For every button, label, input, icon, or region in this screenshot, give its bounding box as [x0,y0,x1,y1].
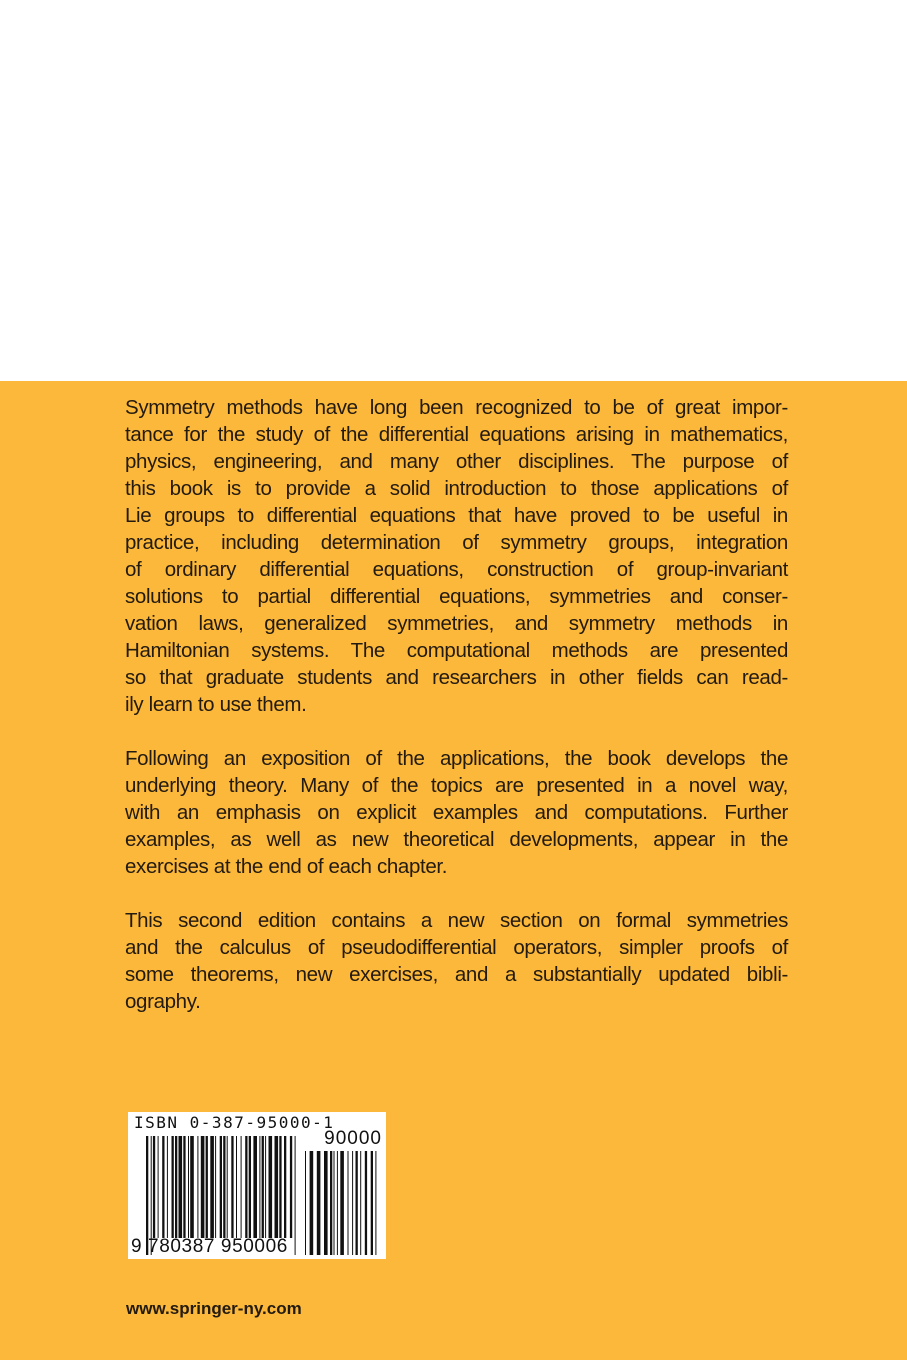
barcode-bar [210,1136,214,1238]
barcode-bar [334,1151,335,1255]
barcode-bar [175,1136,177,1238]
barcode-bar [162,1136,164,1238]
barcode-bar [245,1136,247,1238]
barcode-bar [269,1136,273,1238]
barcode-bar [371,1151,373,1255]
text-line: Following an exposition of the applications, the book develops the [125,747,788,770]
barcode-bar [348,1151,349,1255]
barcode-bar [330,1151,332,1255]
barcode-bar [253,1136,257,1238]
barcode-bar [241,1136,242,1238]
text-line: practice, including determination of symmetry groups, integration [125,531,788,554]
barcode-bar [249,1136,251,1238]
text-line: This second edition contains a new section on formal symmetries [125,909,788,932]
barcode-bar [183,1136,185,1238]
publisher-website[interactable]: www.springer-ny.com [126,1299,302,1318]
barcode-bar [167,1136,168,1238]
paragraph [125,907,788,1015]
price-addon-number: 90000 [324,1128,382,1149]
barcode-bar [188,1136,189,1238]
ean-number: 9 780387 950006 [131,1236,288,1257]
barcode-bar [365,1151,367,1255]
text-line: exercises at the end of each chapter. [125,855,448,878]
paragraph [125,394,788,718]
barcode-bar [290,1136,292,1238]
barcode-bar [279,1136,281,1238]
paragraph [125,745,788,880]
barcode-bar [201,1136,205,1238]
barcode-bar [375,1151,376,1255]
text-line: Symmetry methods have long been recognized to be of great impor- [125,396,788,419]
barcode-bar [236,1136,237,1238]
barcode-bar [227,1136,228,1238]
barcode-bar [262,1136,264,1238]
barcode-bar [337,1151,338,1255]
barcode-bar [284,1136,286,1238]
text-line: ography. [125,990,201,1013]
barcode-bar [220,1136,222,1238]
barcode-bar [190,1136,194,1238]
text-line: this book is to provide a solid introduction to those applications of [125,477,788,500]
barcode-bar [172,1136,174,1238]
barcode-bar [310,1151,314,1255]
barcode-bar [352,1151,353,1255]
barcode-bar [223,1136,225,1238]
barcode-bar [356,1151,358,1255]
barcode-bar [231,1136,233,1238]
barcode-bar [197,1136,198,1238]
text-line: solutions to partial differential equations, symmetries and conser- [125,585,788,608]
barcode-bar [324,1151,328,1255]
barcode-bar [265,1136,266,1238]
text-line: ily learn to use them. [125,693,307,716]
text-line: Lie groups to differential equations that have proved to be useful in [125,504,788,527]
isbn-barcode [128,1112,386,1259]
text-line: vation laws, generalized symmetries, and symmetry methods in [125,612,788,635]
text-line: some theorems, new exercises, and a substantially updated bibli- [125,963,788,986]
barcode-bar [275,1136,279,1238]
text-line: Hamiltonian systems. The computational methods are presented [125,639,788,662]
barcode-bar [158,1136,159,1238]
barcode-bar [340,1151,344,1255]
text-line: so that graduate students and researchers in other fields can read- [125,666,788,689]
barcode-bar [179,1136,183,1238]
text-line: with an emphasis on explicit examples and computations. Further [125,801,788,824]
book-description [125,394,788,1042]
barcode-bar [206,1136,208,1238]
barcode-bar [317,1151,321,1255]
barcode-bar [259,1136,260,1238]
isbn-label: ISBN 0-387-95000-1 [134,1113,335,1132]
back-cover-panel [0,381,907,1360]
text-line: and the calculus of pseudodifferential operators, simpler proofs of [125,936,788,959]
barcode-bar [295,1136,296,1255]
barcode-bar [215,1136,216,1238]
text-line: examples, as well as new theoretical developments, appear in the [125,828,788,851]
barcode-bar [360,1151,361,1255]
text-line: of ordinary differential equations, construction of group-invariant [125,558,788,581]
text-line: tance for the study of the differential equations arising in mathematics, [125,423,788,446]
text-line: physics, engineering, and many other disciplines. The purpose of [125,450,788,473]
text-line: underlying theory. Many of the topics are presented in a novel way, [125,774,788,797]
barcode-bar [153,1136,155,1238]
barcode-bar [305,1151,306,1255]
